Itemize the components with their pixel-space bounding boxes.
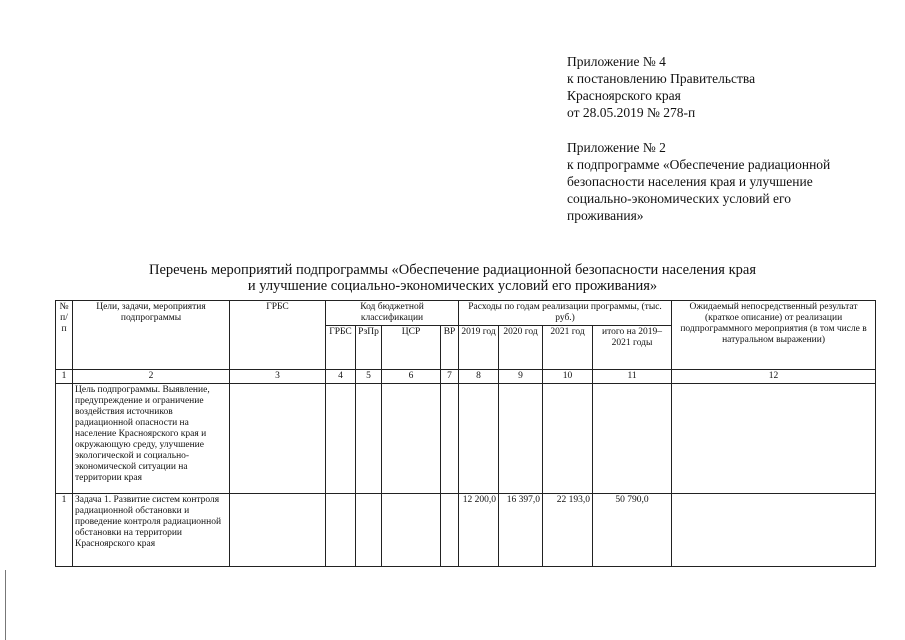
header-row-1	[56, 301, 876, 326]
header-year-2020: 2020 год	[499, 326, 543, 370]
row-csr	[382, 494, 441, 567]
header-sub-vr: ВР	[441, 326, 459, 370]
appendix-line: Приложение № 4	[567, 54, 666, 69]
title-line-1: Перечень мероприятий подпрограммы «Обеспечение радиационной безопасности населения края	[148, 262, 757, 278]
index-cell: 6	[382, 370, 441, 384]
row-csr	[382, 384, 441, 494]
row-rzpr	[356, 494, 382, 567]
row-result	[672, 494, 876, 567]
header-year-2019: 2019 год	[459, 326, 499, 370]
row-sub-grbs	[326, 384, 356, 494]
appendix-line: к подпрограмме «Обеспечение радиационной	[567, 157, 831, 172]
appendix-2-header	[567, 139, 830, 224]
header-budget-code: Код бюджетной классификации	[326, 301, 459, 326]
header-sub-grbs: ГРБС	[326, 326, 356, 370]
row-2019: 12 200,0	[459, 494, 499, 567]
index-cell: 11	[593, 370, 672, 384]
appendix-4-header	[567, 53, 755, 121]
header-year-2021: 2021 год	[543, 326, 593, 370]
row-vr	[441, 384, 459, 494]
index-cell: 7	[441, 370, 459, 384]
row-text: Задача 1. Развитие систем контроля радиационной обстановки и проведение контроля радиационной обстановки на территории Красноярского края	[73, 494, 230, 567]
index-cell: 1	[56, 370, 73, 384]
header-num: № п/п	[56, 301, 73, 370]
appendix-line: безопасности населения края и улучшение	[567, 174, 813, 189]
header-sub-csr: ЦСР	[382, 326, 441, 370]
appendix-line: от 28.05.2019 № 278-п	[567, 105, 696, 120]
index-cell: 4	[326, 370, 356, 384]
row-2020: 16 397,0	[499, 494, 543, 567]
header-total: итого на 2019–2021 годы	[593, 326, 672, 370]
measures-table	[55, 300, 876, 567]
row-result	[672, 384, 876, 494]
appendix-line: к постановлению Правительства	[567, 71, 756, 86]
row-total: 50 790,0	[593, 494, 672, 567]
row-total	[593, 384, 672, 494]
row-num: 1	[56, 494, 73, 567]
header-expenses: Расходы по годам реализации программы, (тыс. руб.)	[459, 301, 672, 326]
document-title	[0, 262, 905, 294]
row-2021: 22 193,0	[543, 494, 593, 567]
header-goals: Цели, задачи, мероприятия подпрограммы	[73, 301, 230, 370]
index-cell: 3	[230, 370, 326, 384]
index-cell: 2	[73, 370, 230, 384]
row-sub-grbs	[326, 494, 356, 567]
appendix-line: Красноярского края	[567, 88, 681, 103]
appendix-line: проживания»	[567, 208, 644, 223]
row-grbs	[230, 384, 326, 494]
index-cell: 10	[543, 370, 593, 384]
index-cell: 5	[356, 370, 382, 384]
appendix-line: социально-экономических условий его	[567, 191, 791, 206]
row-grbs	[230, 494, 326, 567]
header-sub-rzpr: РзПр	[356, 326, 382, 370]
index-row	[56, 370, 876, 384]
row-vr	[441, 494, 459, 567]
index-cell: 9	[499, 370, 543, 384]
header-result: Ожидаемый непосредственный результат (краткое описание) от реализации подпрограммного мероприятия (в том числе в натуральном выражении)	[672, 301, 876, 370]
title-line-2: и улучшение социально-экономических условий его проживания»	[247, 278, 658, 294]
appendix-line: Приложение № 2	[567, 140, 666, 155]
scan-edge-line	[5, 570, 6, 640]
index-cell: 12	[672, 370, 876, 384]
row-rzpr	[356, 384, 382, 494]
table-row	[56, 384, 876, 494]
row-2019	[459, 384, 499, 494]
header-grbs: ГРБС	[230, 301, 326, 370]
row-text: Цель подпрограммы. Выявление, предупреждение и ограничение воздействия источников радиационной опасности на население Красноярского края и окружающую среду, улучшение экологической и социально-экономической ситуации на территории края	[73, 384, 230, 494]
index-cell: 8	[459, 370, 499, 384]
table-row	[56, 494, 876, 567]
row-2020	[499, 384, 543, 494]
row-num	[56, 384, 73, 494]
row-2021	[543, 384, 593, 494]
